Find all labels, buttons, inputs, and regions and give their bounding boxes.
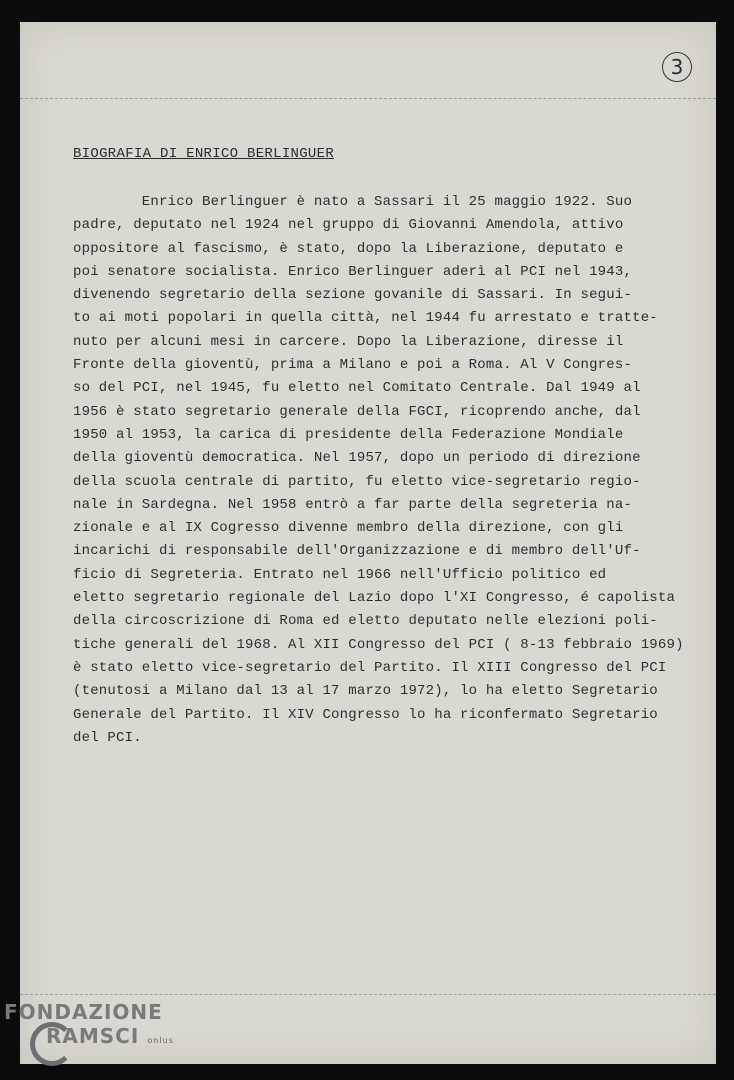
watermark xyxy=(4,1000,174,1053)
fold-line-top xyxy=(20,98,716,99)
text-line: poi senatore socialista. Enrico Berlinguer aderì al PCI nel 1943, xyxy=(73,263,633,280)
text-line: della scuola centrale di partito, fu eletto vice-segretario regio- xyxy=(73,473,641,490)
text-line: tiche generali del 1968. Al XII Congresso del PCI ( 8-13 febbraio 1969) xyxy=(73,636,684,653)
watermark-line1: FONDAZIONE xyxy=(4,1000,163,1024)
text-line: so del PCI, nel 1945, fu eletto nel Comitato Centrale. Dal 1949 al xyxy=(73,380,641,397)
text-line: Generale del Partito. Il XIV Congresso lo ha riconfermato Segretario xyxy=(73,706,658,723)
text-line: Enrico Berlinguer è nato a Sassari il 25 maggio 1922. Suo xyxy=(73,194,633,210)
text-line: divenendo segretario della sezione govanile di Sassari. In segui- xyxy=(73,287,633,304)
text-line: oppositore al fascismo, è stato, dopo la Liberazione, deputato e xyxy=(73,240,624,257)
text-line: 1956 è stato segretario generale della FGCI, ricoprendo anche, dal xyxy=(73,403,641,420)
text-line: padre, deputato nel 1924 nel gruppo di Giovanni Amendola, attivo xyxy=(73,217,624,234)
text-line: to ai moti popolari in quella città, nel 1944 fu arrestato e tratte- xyxy=(73,310,658,327)
text-line: della circoscrizione di Roma ed eletto deputato nelle elezioni poli- xyxy=(73,613,658,630)
text-line: del PCI. xyxy=(73,729,142,746)
text-line: zionale e al IX Cogresso divenne membro della direzione, con gli xyxy=(73,520,624,537)
text-line: eletto segretario regionale del Lazio dopo l'XI Congresso, é capolista xyxy=(73,590,676,607)
document-title: BIOGRAFIA DI ENRICO BERLINGUER xyxy=(73,146,335,162)
text-line: della gioventù democratica. Nel 1957, dopo un periodo di direzione xyxy=(73,450,641,467)
text-line: è stato eletto vice-segretario del Partito. Il XIII Congresso del PCI xyxy=(73,659,667,676)
text-line: Fronte della gioventù, prima a Milano e poi a Roma. Al V Congres- xyxy=(73,357,633,374)
text-line: incarichi di responsabile dell'Organizzazione e di membro dell'Uf- xyxy=(73,543,641,560)
text-line: nuto per alcuni mesi in carcere. Dopo la Liberazione, diresse il xyxy=(73,333,624,350)
page-number: 3 xyxy=(662,52,692,82)
text-line: ficio di Segreteria. Entrato nel 1966 nell'Ufficio politico ed xyxy=(73,566,607,583)
text-line: nale in Sardegna. Nel 1958 entrò a far parte della segreteria na- xyxy=(73,496,633,513)
fold-line-bottom xyxy=(20,994,716,995)
text-line: 1950 al 1953, la carica di presidente della Federazione Mondiale xyxy=(73,426,624,443)
watermark-onlus: onlus xyxy=(147,1036,174,1045)
watermark-line2: RAMSCI xyxy=(46,1024,140,1048)
text-line: (tenutosi a Milano dal 13 al 17 marzo 1972), lo ha eletto Segretario xyxy=(73,683,658,700)
biography-body xyxy=(73,191,684,750)
